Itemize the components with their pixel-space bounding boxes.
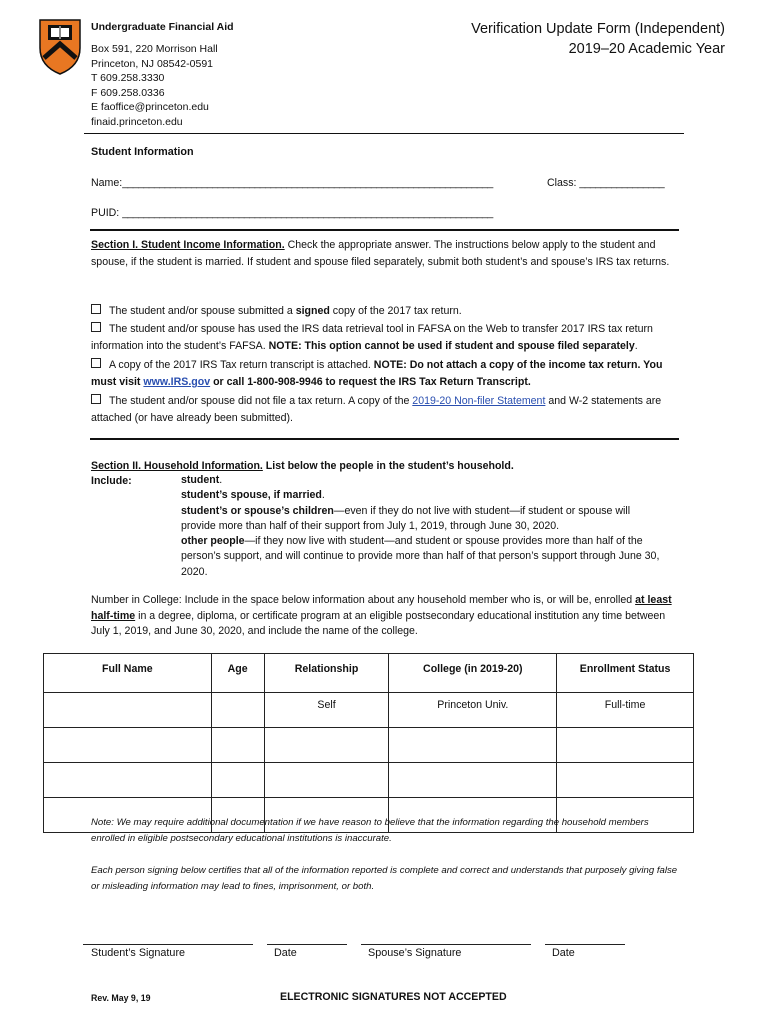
include-label: Include:	[91, 475, 132, 487]
checkbox[interactable]	[91, 358, 101, 368]
form-title: Verification Update Form (Independent)	[471, 21, 725, 37]
cell-age[interactable]	[211, 728, 264, 763]
section1-intro	[91, 237, 683, 271]
cell-enrollment[interactable]	[557, 728, 694, 763]
checkbox[interactable]	[91, 394, 101, 404]
name-input-line[interactable]: ______________________________________________________________________	[122, 177, 493, 189]
certification-note: Each person signing below certifies that all of the information reported is complete and correct and understands that purposely giving false or misleading information may lead to fines, imprisonment, or both.	[91, 865, 678, 892]
household-table	[43, 653, 694, 833]
include-list	[181, 473, 661, 580]
puid-field[interactable]	[91, 205, 493, 222]
section1-heading: Section I. Student Income Information.	[91, 239, 285, 251]
column-header: Full Name	[44, 654, 212, 693]
cell-college[interactable]	[389, 728, 557, 763]
email-line: E faoffice@princeton.edu	[91, 101, 209, 114]
cell-college[interactable]	[389, 763, 557, 798]
princeton-shield-logo	[38, 16, 82, 76]
column-header: Enrollment Status	[557, 654, 694, 693]
table-header-row	[44, 654, 694, 693]
date-label: Date	[274, 947, 297, 959]
revision-date: Rev. May 9, 19	[91, 993, 151, 1003]
number-in-college-text: Number in College: Include in the space below information about any household member who is, or will be, enrolled at least half-time in a degree, diploma, or certificate program at an eligible postsecondary educational institution any time between July 1, 2019, and June 30, 2020, and include the name of the college.	[91, 594, 672, 637]
cell-relationship[interactable]	[264, 728, 389, 763]
address-block	[91, 42, 218, 130]
address-line: Princeton, NJ 08542-0591	[91, 57, 213, 70]
section1-instructions: Check the appropriate answer. The instructions below apply to the student and spouse, if the student is married. If student and spouse filed separately, submit both student’s and spouse’s IRS tax returns.	[91, 239, 670, 268]
cell-enrollment[interactable]: Full-time	[557, 693, 694, 728]
office-name: Undergraduate Financial Aid	[91, 21, 234, 33]
list-item: other people—if they now live with student—and student or spouse provides more than half of the person’s support, and will continue to provide more than half of that person’s support through June 30, 2020.	[181, 535, 660, 578]
address-line: Box 591, 220 Morrison Hall	[91, 43, 218, 55]
table-row	[44, 763, 694, 798]
name-field[interactable]	[91, 175, 493, 192]
date-label: Date	[552, 947, 575, 959]
checkbox[interactable]	[91, 304, 101, 314]
section-divider	[90, 438, 679, 440]
cell-age[interactable]	[211, 763, 264, 798]
column-header: Relationship	[264, 654, 389, 693]
header-divider	[84, 133, 684, 134]
website-line: finaid.princeton.edu	[91, 115, 183, 128]
table-row	[44, 693, 694, 728]
academic-year: 2019–20 Academic Year	[568, 41, 725, 57]
cell-full-name[interactable]	[44, 693, 212, 728]
fax-line: F 609.258.0336	[91, 86, 165, 99]
cell-age[interactable]	[211, 693, 264, 728]
checkbox[interactable]	[91, 322, 101, 332]
table-row	[44, 728, 694, 763]
cell-full-name[interactable]	[44, 728, 212, 763]
puid-label: PUID:	[91, 207, 120, 219]
cell-college[interactable]: Princeton Univ.	[389, 693, 557, 728]
name-label: Name:	[91, 177, 123, 189]
list-item: student’s or spouse’s children—even if they do not live with student—if student or spouse will provide more than half of their support from July 1, 2019, through June 30, 2020.	[181, 504, 631, 532]
irs-link[interactable]: www.IRS.gov	[143, 376, 211, 388]
date-line[interactable]	[267, 944, 347, 945]
student-signature-line[interactable]	[83, 944, 253, 945]
non-filer-statement-link[interactable]: 2019-20 Non-filer Statement	[412, 395, 546, 407]
section2-heading: Section II. Household Information.	[91, 460, 263, 472]
column-header: Age	[211, 654, 264, 693]
electronic-signature-notice: ELECTRONIC SIGNATURES NOT ACCEPTED	[280, 991, 507, 1003]
class-label: Class:	[547, 177, 577, 189]
section2-heading-line: Section II. Household Information. List below the people in the student’s household.	[91, 460, 514, 472]
option-irs-data-retrieval[interactable]: The student and/or spouse has used the IRS data retrieval tool in FAFSA on the Web to transfer 2017 IRS tax return information into the student’s FAFSA. NOTE: This option cannot be used if student and spouse filed separately.	[91, 323, 653, 352]
date-line[interactable]	[545, 944, 625, 945]
spouse-signature-label: Spouse’s Signature	[368, 947, 462, 959]
option-non-filer[interactable]: The student and/or spouse did not file a tax return. A copy of the 2019-20 Non-filer Statement and W-2 statements are attached (or have already been submitted).	[91, 395, 662, 424]
section-divider	[90, 229, 679, 231]
option-signed-return[interactable]: The student and/or spouse submitted a signed copy of the 2017 tax return.	[91, 303, 683, 320]
cell-relationship[interactable]: Self	[264, 693, 389, 728]
column-header: College (in 2019-20)	[389, 654, 557, 693]
cell-enrollment[interactable]	[557, 763, 694, 798]
phone-line: T 609.258.3330	[91, 72, 165, 85]
cell-relationship[interactable]	[264, 763, 389, 798]
student-signature-label: Student’s Signature	[91, 947, 186, 959]
option-tax-transcript[interactable]: A copy of the 2017 IRS Tax return transcript is attached. NOTE: Do not attach a copy of the income tax return. You must visit www.IRS.gov or call 1-800-908-9946 to request the IRS Tax Return Transcript.	[91, 359, 663, 388]
form-title-block	[471, 19, 725, 59]
puid-input-line[interactable]: ______________________________________________________________________	[122, 207, 493, 219]
list-item: student.	[181, 474, 223, 486]
documentation-note: Note: We may require additional documentation if we have reason to believe that the information regarding the household members enrolled in eligible postsecondary educational institutions is inaccurate.	[91, 817, 649, 844]
spouse-signature-line[interactable]	[361, 944, 531, 945]
student-info-heading: Student Information	[91, 146, 194, 158]
class-field[interactable]	[547, 175, 664, 192]
class-input-line[interactable]: ________________	[579, 177, 665, 189]
cell-full-name[interactable]	[44, 763, 212, 798]
list-item: student’s spouse, if married.	[181, 489, 325, 502]
